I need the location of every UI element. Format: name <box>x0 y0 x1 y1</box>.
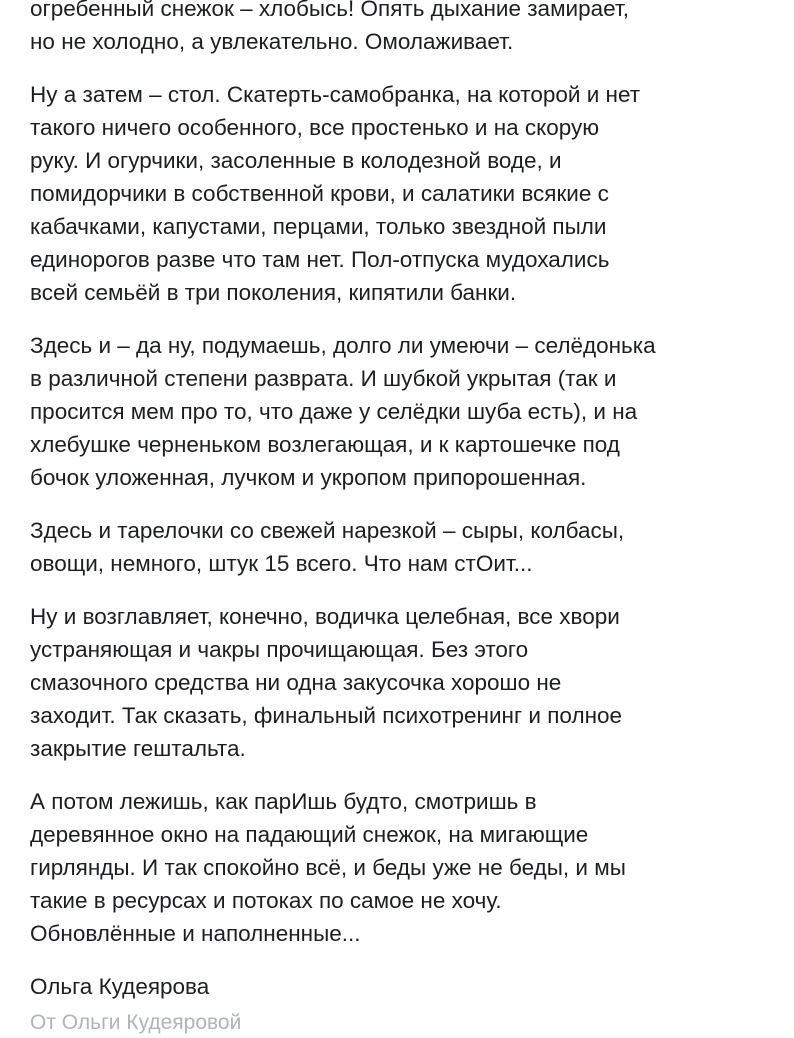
text-line: такие в ресурсах и потоках по самое не хочу. <box>30 888 502 913</box>
text-line: овощи, немного, штук 15 всего. Что нам стОит... <box>30 551 533 576</box>
text-line: гирлянды. И так спокойно всё, и беды уже не беды, и мы <box>30 855 626 880</box>
text-line: огребенный снежок – хлобысь! Опять дыхание замирает, <box>30 0 629 21</box>
text-line: просится мем про то, что даже у селёдки шуба есть), и на <box>30 399 638 424</box>
text-line: кабачками, капустами, перцами, только звездной пыли <box>30 214 607 239</box>
text-line: единорогов разве что там нет. Пол-отпуска мудохались <box>30 247 610 272</box>
text-line: Обновлённые и наполненные... <box>30 921 361 946</box>
paragraph-4 <box>30 514 775 580</box>
paragraph-3 <box>30 329 775 494</box>
paragraph-5 <box>30 600 775 765</box>
source-footer: От Ольги Кудеяровой <box>30 1011 242 1034</box>
text-line: Ну и возглавляет, конечно, водичка целебная, все хвори <box>30 604 620 629</box>
text-line: в различной степени разврата. И шубкой укрытая (так и <box>30 366 617 391</box>
paragraph-1 <box>30 0 775 58</box>
text-line: устраняющая и чакры прочищающая. Без этого <box>30 637 529 662</box>
text-line: но не холодно, а увлекательно. Омолаживает. <box>30 29 514 54</box>
paragraph-6 <box>30 785 775 950</box>
author-signature: Ольга Кудеярова <box>30 974 210 999</box>
text-line: заходит. Так сказать, финальный психотренинг и полное <box>30 703 623 728</box>
text-line: всей семьёй в три поколения, кипятили банки. <box>30 280 517 305</box>
text-line: смазочного средства ни одна закусочка хорошо не <box>30 670 562 695</box>
text-line: закрытие гештальта. <box>30 736 246 761</box>
text-line: хлебушке черненьком возлегающая, и к картошечке под <box>30 432 620 457</box>
text-line: бочок уложенная, лучком и укропом припорошенная. <box>30 465 587 490</box>
post-body <box>30 0 775 1003</box>
text-line: Здесь и – да ну, подумаешь, долго ли умеючи – селёдонька <box>30 333 656 358</box>
text-line: Ну а затем – стол. Скатерть-самобранка, на которой и нет <box>30 82 641 107</box>
text-line: помидорчики в собственной крови, и салатики всякие с <box>30 181 609 206</box>
text-line: А потом лежишь, как парИшь будто, смотришь в <box>30 789 537 814</box>
paragraph-2 <box>30 78 775 309</box>
text-line: руку. И огурчики, засоленные в колодезной воде, и <box>30 148 562 173</box>
text-line: такого ничего особенного, все простенько и на скорую <box>30 115 600 140</box>
text-line: Здесь и тарелочки со свежей нарезкой – сыры, колбасы, <box>30 518 625 543</box>
text-line: деревянное окно на падающий снежок, на мигающие <box>30 822 589 847</box>
